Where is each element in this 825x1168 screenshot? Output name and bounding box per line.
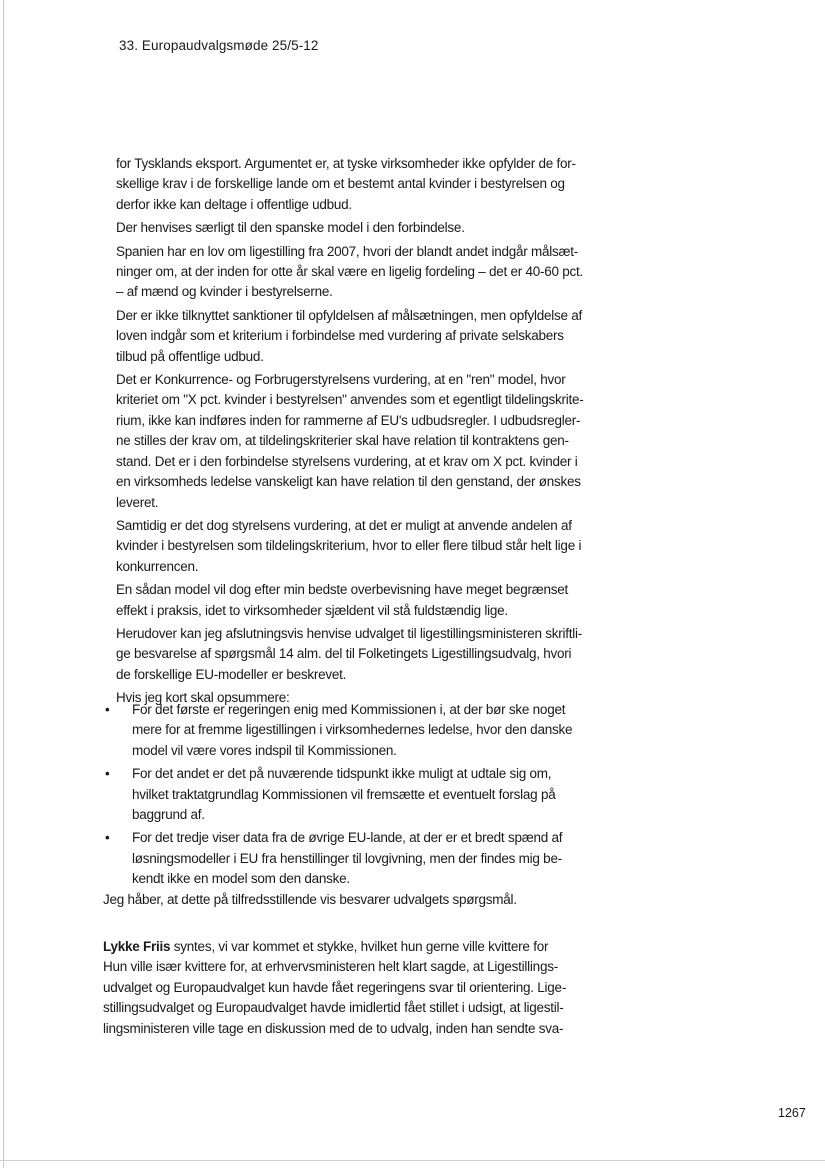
paragraph xyxy=(116,624,601,685)
text-line: – af mænd og kvinder i bestyrelserne. xyxy=(116,284,333,300)
text-line: ninger om, at der inden for otte år skal være en ligelig fordeling – det er 40-60 pct. xyxy=(116,264,584,280)
text-line: konkurrencen. xyxy=(116,558,199,574)
text-line: Herudover kan jeg afslutningsvis henvise udvalget til ligestillingsministeren skriftli- xyxy=(116,625,582,641)
page-header: 33. Europaudvalgsmøde 25/5-12 xyxy=(119,38,319,53)
text-line: rium, ikke kan indføres inden for rammerne af EU's udbudsregler. I udbudsregler- xyxy=(116,412,581,428)
speaker-section xyxy=(103,937,601,1039)
text-line: leveret. xyxy=(116,494,159,510)
text-line: Det er Konkurrence- og Forbrugerstyrelsens vurdering, at en "ren" model, hvor xyxy=(116,372,566,388)
text-line: For det første er regeringen enig med Kommissionen i, at der bør ske noget xyxy=(132,702,566,717)
bullet-icon: • xyxy=(105,830,110,846)
bullet-icon: • xyxy=(105,766,110,782)
paragraph xyxy=(116,218,601,238)
text-line: For det tredje viser data fra de øvrige EU-lande, at der er et bredt spænd af xyxy=(132,830,563,846)
text-line: mere for at fremme ligestillingen i virksomhedernes ledelse, hvor den danske xyxy=(132,722,573,738)
text-line: Der er ikke tilknyttet sanktioner til opfyldelsen af målsætningen, men opfyldelse af xyxy=(116,307,582,323)
text-line: lingsministeren ville tage en diskussion med de to udvalg, inden han sendte sva- xyxy=(103,1020,564,1036)
text-line: Hun ville især kvittere for, at erhvervsministeren helt klart sagde, at Ligestillings- xyxy=(103,959,558,975)
text-line: udvalget og Europaudvalget kun havde fået regeringens svar til orientering. Lige- xyxy=(103,979,567,995)
text-line: effekt i praksis, idet to virksomheder sjældent vil stå fuldstændig lige. xyxy=(116,602,508,618)
text-line: de forskellige EU-modeller er beskrevet. xyxy=(116,666,347,682)
text-line: stand. Det er i den forbindelse styrelsens vurdering, at et krav om X pct. kvinder i xyxy=(116,453,578,469)
bullet-item xyxy=(103,700,601,761)
paragraph xyxy=(116,242,601,303)
text-line: Hvis jeg kort skal opsummere: xyxy=(116,690,290,706)
text-line xyxy=(103,937,601,957)
text-line: derfor ikke kan deltage i offentlige udbud. xyxy=(116,196,352,212)
body-text xyxy=(116,154,601,712)
text-line: skellige krav i de forskellige lande om et bestemt antal kvinder i bestyrelsen og xyxy=(116,176,565,192)
text-line: for Tysklands eksport. Argumentet er, at tyske virksomheder ikke opfylder de for- xyxy=(116,156,576,171)
text-line: For det andet er det på nuværende tidspunkt ikke muligt at udtale sig om, xyxy=(132,766,552,782)
text-line: En sådan model vil dog efter min bedste overbevisning have meget begrænset xyxy=(116,582,569,598)
bullet-item xyxy=(103,764,601,825)
text-line: tilbud på offentlige udbud. xyxy=(116,348,264,364)
page-edge-left xyxy=(3,0,4,1168)
text-line: en virksomheds ledelse vanskeligt kan have relation til den genstand, der ønskes xyxy=(116,474,581,490)
text-line: ge besvarelse af spørgsmål 14 alm. del til Folketingets Ligestillingsudvalg, hvori xyxy=(116,646,572,662)
text-line: løsningsmodeller i EU fra henstillinger til lovgivning, men der findes mig be- xyxy=(132,850,562,866)
bullet-icon: • xyxy=(105,702,110,717)
text-line: Der henvises særligt til den spanske model i den forbindelse. xyxy=(116,220,465,236)
paragraph xyxy=(116,370,601,513)
text-line: ne stilles der krav om, at tildelingskriterier skal have relation til kontraktens gen- xyxy=(116,433,569,449)
text-line: baggrund af. xyxy=(132,807,205,823)
text-line: Spanien har en lov om ligestilling fra 2007, hvori der blandt andet indgår målsæt- xyxy=(116,243,579,259)
text-line: kriteriet om "X pct. kvinder i bestyrelsen" anvendes som et egentligt tildelingskrite- xyxy=(116,392,584,408)
bullet-item xyxy=(103,828,601,889)
closing-sentence: Jeg håber, at dette på tilfredsstillende vis besvarer udvalgets spørgsmål. xyxy=(103,892,517,907)
text-line: model vil være vores indspil til Kommissionen. xyxy=(132,742,397,758)
summary-bullet-list xyxy=(103,700,601,893)
paragraph xyxy=(116,154,601,215)
text-line: Samtidig er det dog styrelsens vurdering, at det er muligt at anvende andelen af xyxy=(116,517,572,533)
text-line: loven indgår som et kriterium i forbindelse med vurdering af private selskabers xyxy=(116,328,564,344)
text-line: kendt ikke en model som den danske. xyxy=(132,871,350,887)
text-line: hvilket traktatgrundlag Kommissionen vil fremsætte et eventuelt forslag på xyxy=(132,786,556,802)
speaker-name: Lykke Friis xyxy=(103,939,171,954)
page-edge-bottom xyxy=(0,1160,825,1161)
text-line: stillingsudvalget og Europaudvalget havde imidlertid fået stillet i udsigt, at ligestil- xyxy=(103,1000,564,1016)
text-fragment: syntes, vi var kommet et stykke, hvilket hun gerne ville kvittere for xyxy=(170,939,549,954)
page-number: 1267 xyxy=(778,1106,806,1120)
text-line: kvinder i bestyrelsen som tildelingskriterium, hvor to eller flere tilbud står helt lige i xyxy=(116,538,582,554)
paragraph xyxy=(116,306,601,367)
paragraph xyxy=(116,580,601,621)
paragraph xyxy=(116,516,601,577)
